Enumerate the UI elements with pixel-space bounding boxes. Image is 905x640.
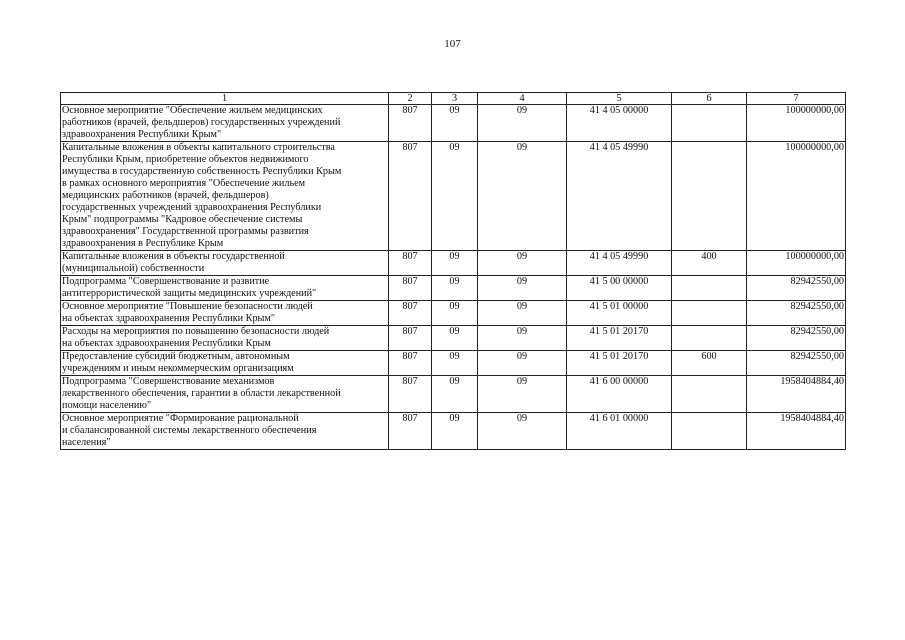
ministry-code: 807 [389, 376, 432, 413]
row-name-line: лекарственного обеспечения, гарантии в области лекарственной [62, 388, 341, 399]
ministry-code: 807 [389, 351, 432, 376]
row-name-line: Основное мероприятие "Формирование рациональной [62, 413, 299, 424]
ministry-code: 807 [389, 251, 432, 276]
header-col-6: 6 [672, 93, 747, 105]
table-row [61, 105, 846, 142]
row-name-line: Крым" подпрограммы "Кадровое обеспечение системы [62, 214, 303, 225]
expense-type-code [672, 326, 747, 351]
expense-type-code [672, 276, 747, 301]
section-code: 09 [432, 326, 478, 351]
row-name [61, 326, 389, 351]
row-name-line: Расходы на мероприятия по повышению безопасности людей [62, 326, 330, 337]
section-code: 09 [432, 276, 478, 301]
target-article-code: 41 6 01 00000 [567, 413, 672, 450]
header-col-4: 4 [478, 93, 567, 105]
subsection-code: 09 [478, 326, 567, 351]
header-col-5: 5 [567, 93, 672, 105]
row-name-line: Капитальные вложения в объекты капитального строительства [62, 142, 335, 153]
row-name [61, 376, 389, 413]
section-code: 09 [432, 413, 478, 450]
row-name-line: Предоставление субсидий бюджетным, автономным [62, 351, 290, 362]
row-name-line: Подпрограмма "Совершенствование и развитие [62, 276, 270, 287]
row-name-line: (муниципальной) собственности [62, 263, 205, 274]
table-body [61, 105, 846, 450]
row-name [61, 301, 389, 326]
row-name-line: имущества в государственную собственность Республики Крым [62, 166, 342, 177]
subsection-code: 09 [478, 301, 567, 326]
expense-type-code: 600 [672, 351, 747, 376]
table-row [61, 326, 846, 351]
target-article-code: 41 5 01 20170 [567, 351, 672, 376]
table-row [61, 276, 846, 301]
row-name-line: здравоохранения в Республике Крым [62, 238, 224, 249]
table-row [61, 251, 846, 276]
subsection-code: 09 [478, 276, 567, 301]
ministry-code: 807 [389, 326, 432, 351]
row-name-line: и сбалансированной системы лекарственного обеспечения [62, 425, 317, 436]
ministry-code: 807 [389, 301, 432, 326]
ministry-code: 807 [389, 142, 432, 251]
amount: 100000000,00 [747, 105, 846, 142]
row-name-line: Подпрограмма "Совершенствование механизмов [62, 376, 275, 387]
target-article-code: 41 4 05 49990 [567, 251, 672, 276]
table-row [61, 142, 846, 251]
subsection-code: 09 [478, 413, 567, 450]
amount: 100000000,00 [747, 251, 846, 276]
row-name-line: государственных учреждений здравоохранения Республики [62, 202, 322, 213]
section-code: 09 [432, 251, 478, 276]
page-number: 107 [444, 38, 461, 50]
section-code: 09 [432, 301, 478, 326]
row-name-line: Основное мероприятие "Повышение безопасности людей [62, 301, 313, 312]
header-col-2: 2 [389, 93, 432, 105]
table-row [61, 413, 846, 450]
row-name-line: Капитальные вложения в объекты государственной [62, 251, 285, 262]
row-name-line: учреждениям и иным некоммерческим организациям [62, 363, 294, 374]
row-name-line: здравоохранения" Государственной программы развития [62, 226, 309, 237]
amount: 1958404884,40 [747, 376, 846, 413]
amount: 82942550,00 [747, 351, 846, 376]
section-code: 09 [432, 142, 478, 251]
header-col-7: 7 [747, 93, 846, 105]
row-name-line: на объектах здравоохранения Республики Крым" [62, 313, 276, 324]
row-name-line: здравоохранения Республики Крым" [62, 129, 222, 140]
budget-table [60, 92, 846, 450]
expense-type-code: 400 [672, 251, 747, 276]
target-article-code: 41 4 05 49990 [567, 142, 672, 251]
row-name-line: Основное мероприятие "Обеспечение жильем медицинских [62, 105, 323, 116]
target-article-code: 41 6 00 00000 [567, 376, 672, 413]
expense-type-code [672, 105, 747, 142]
table-row [61, 351, 846, 376]
subsection-code: 09 [478, 351, 567, 376]
subsection-code: 09 [478, 142, 567, 251]
table-row [61, 301, 846, 326]
row-name-line: работников (врачей, фельдшеров) государственных учреждений [62, 117, 341, 128]
expense-type-code [672, 142, 747, 251]
row-name [61, 251, 389, 276]
header-row [61, 93, 846, 105]
amount: 100000000,00 [747, 142, 846, 251]
section-code: 09 [432, 376, 478, 413]
row-name [61, 413, 389, 450]
row-name [61, 351, 389, 376]
section-code: 09 [432, 105, 478, 142]
amount: 82942550,00 [747, 301, 846, 326]
table-row [61, 376, 846, 413]
expense-type-code [672, 376, 747, 413]
target-article-code: 41 4 05 00000 [567, 105, 672, 142]
section-code: 09 [432, 351, 478, 376]
ministry-code: 807 [389, 276, 432, 301]
subsection-code: 09 [478, 251, 567, 276]
target-article-code: 41 5 01 20170 [567, 326, 672, 351]
header-col-3: 3 [432, 93, 478, 105]
amount: 82942550,00 [747, 326, 846, 351]
target-article-code: 41 5 01 00000 [567, 301, 672, 326]
expense-type-code [672, 413, 747, 450]
header-col-1: 1 [61, 93, 389, 105]
row-name-line: населения" [62, 437, 111, 448]
expense-type-code [672, 301, 747, 326]
row-name-line: на объектах здравоохранения Республики Крым [62, 338, 271, 349]
row-name-line: в рамках основного мероприятия "Обеспечение жильем [62, 178, 306, 189]
row-name [61, 142, 389, 251]
target-article-code: 41 5 00 00000 [567, 276, 672, 301]
subsection-code: 09 [478, 376, 567, 413]
ministry-code: 807 [389, 413, 432, 450]
amount: 1958404884,40 [747, 413, 846, 450]
row-name-line: медицинских работников (врачей, фельдшеров) [62, 190, 269, 201]
subsection-code: 09 [478, 105, 567, 142]
row-name-line: помощи населению" [62, 400, 152, 411]
amount: 82942550,00 [747, 276, 846, 301]
row-name [61, 105, 389, 142]
ministry-code: 807 [389, 105, 432, 142]
row-name-line: Республики Крым, приобретение объектов недвижимого [62, 154, 309, 165]
row-name-line: антитеррористической защиты медицинских учреждений" [62, 288, 317, 299]
row-name [61, 276, 389, 301]
